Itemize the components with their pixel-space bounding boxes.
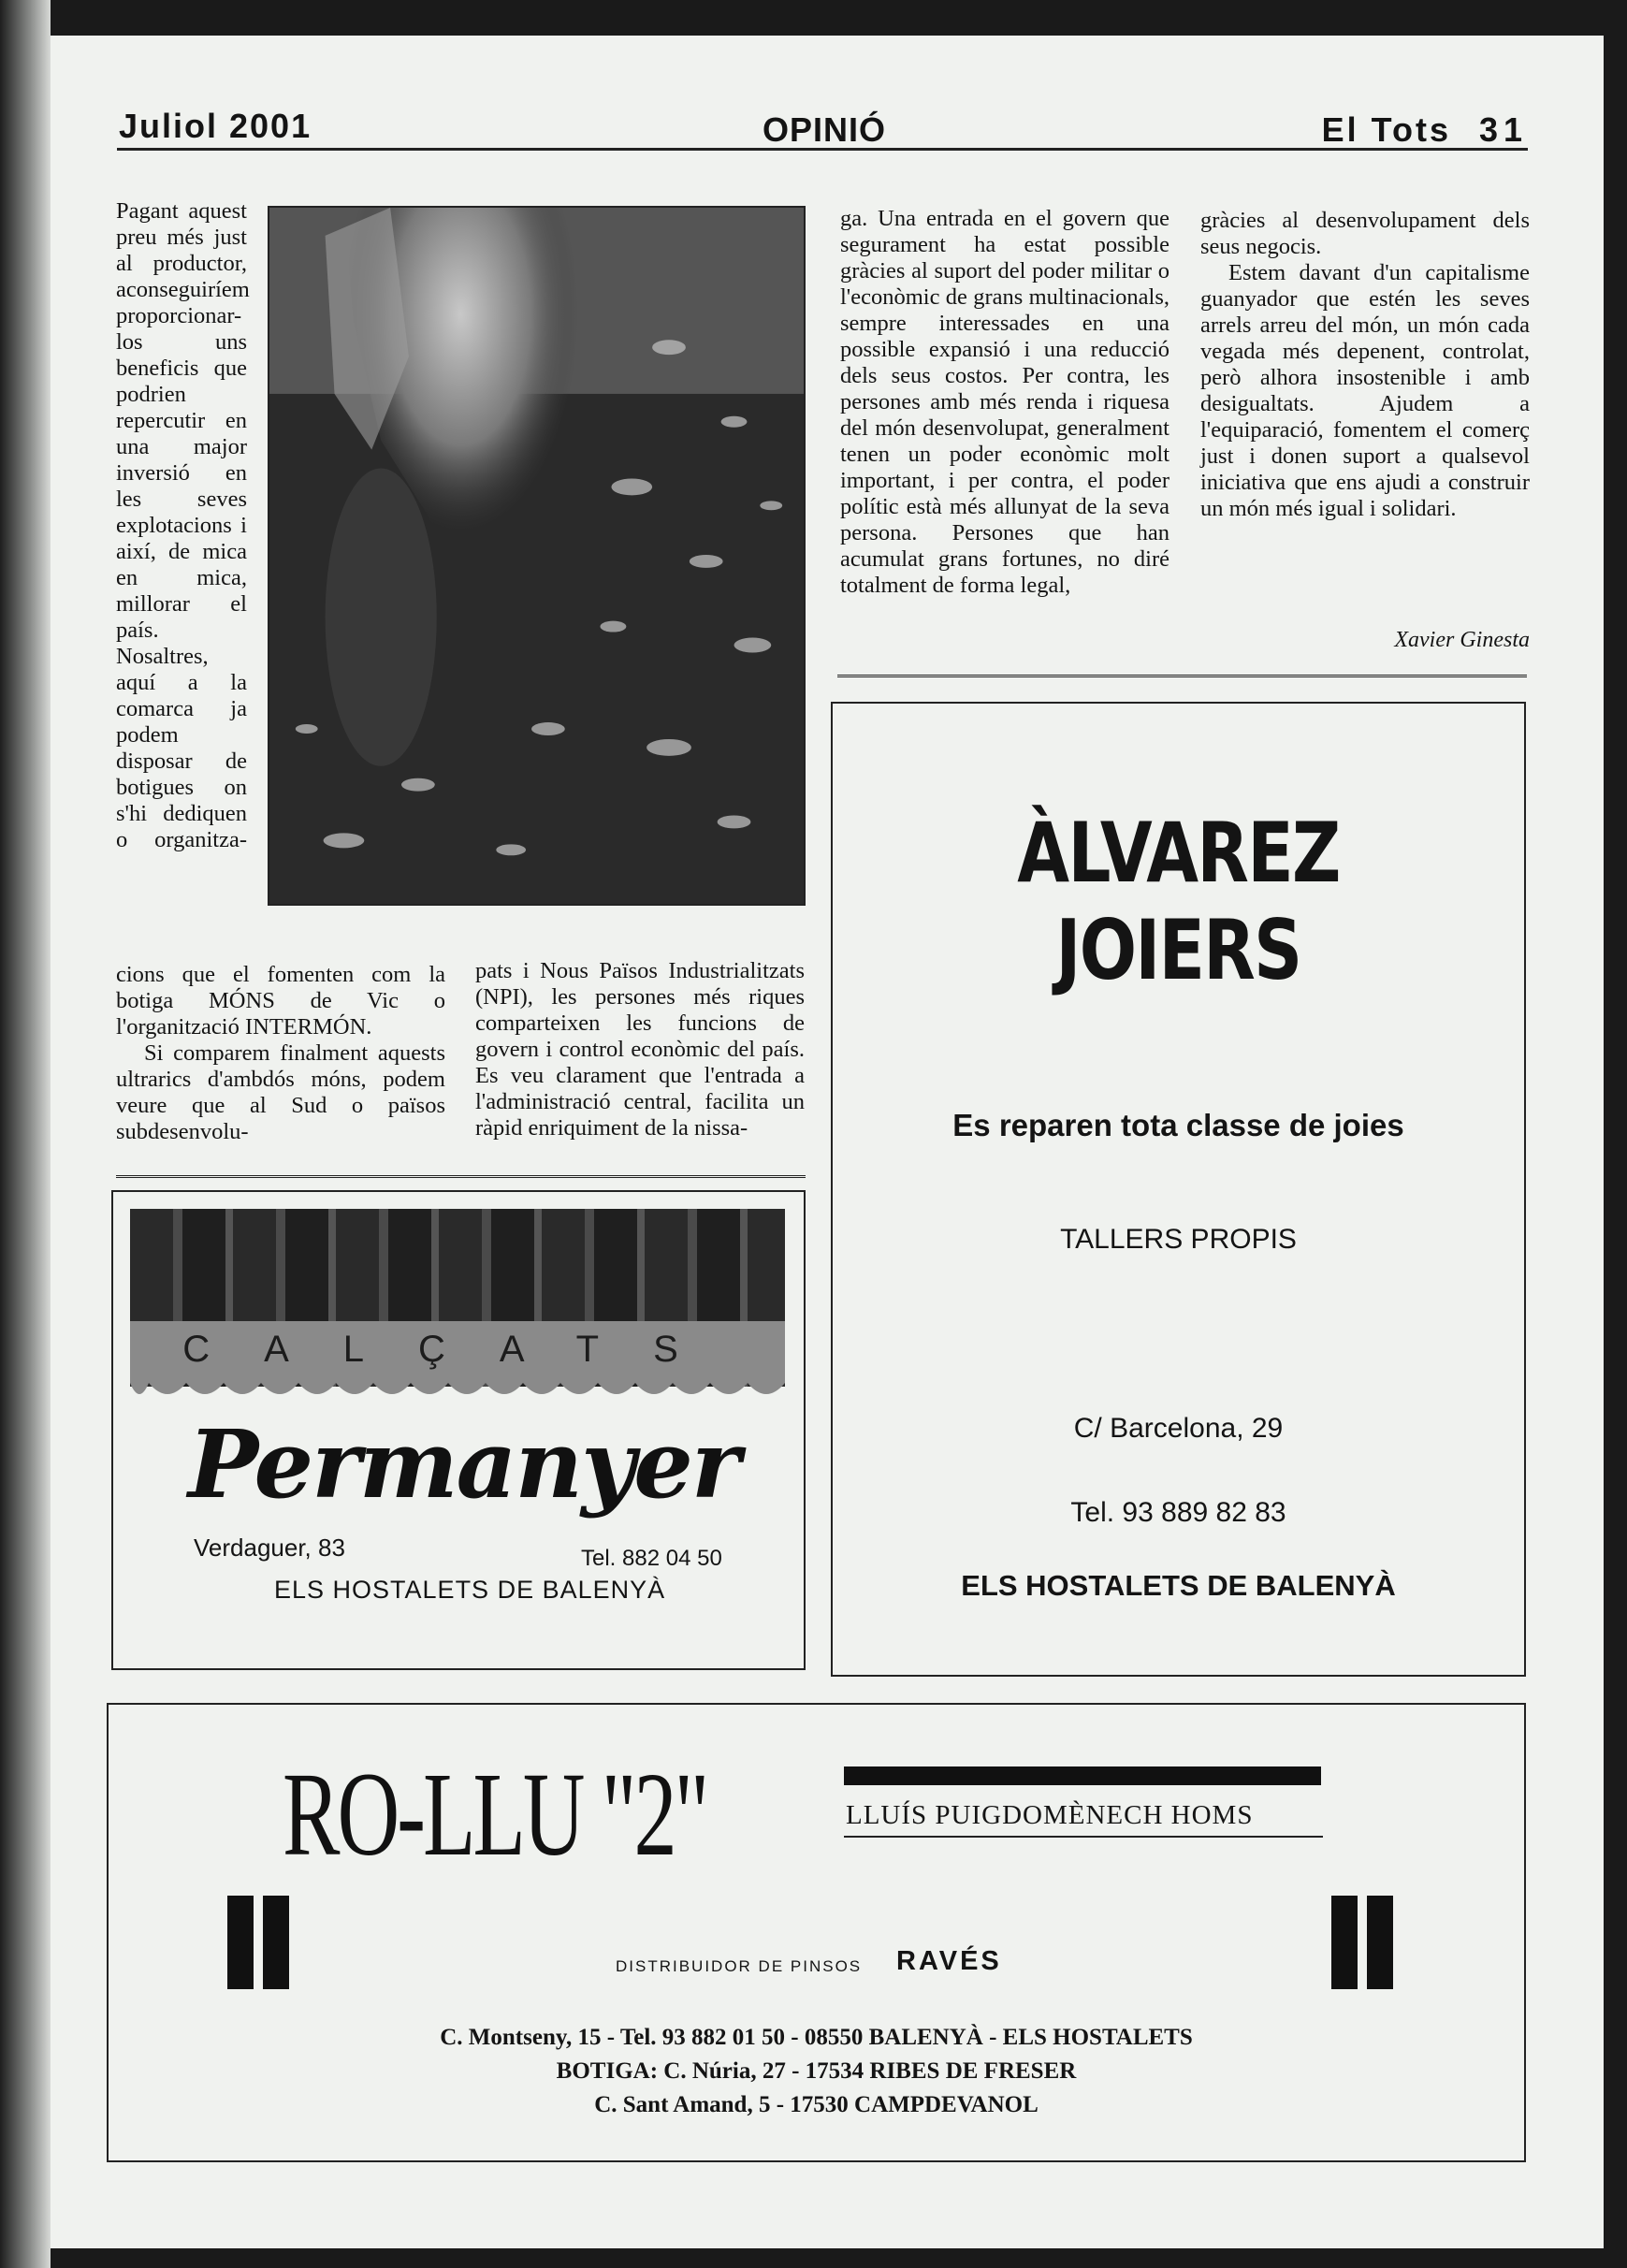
photo-farmer-field [269,208,804,904]
ad-permanyer [111,1190,806,1670]
awning-text [130,1321,785,1377]
article-author: Xavier Ginesta [1394,628,1530,652]
decorative-pillar [227,1896,254,1989]
awning-scallop [130,1375,785,1405]
article-paragraph: gràcies al desenvolupament dels seus negocis. [1200,208,1530,259]
owner-underline [844,1836,1323,1838]
ad-feed-brand: RAVÉS [896,1946,1002,1976]
page-number: 31 [1478,110,1528,149]
ad-owner: LLUÍS PUIGDOMÈNECH HOMS [846,1800,1254,1830]
article-column-right-1 [840,206,1169,599]
article-column-bottom-middle [475,958,805,1141]
ad-address: C/ Barcelona, 29 [1073,1413,1284,1444]
ad-alvarez-joiers [831,702,1526,1677]
article-paragraph: Estem davant d'un capitalisme guanyador que estén les seves arrels arreu del món, un món cada vegada més depenent, controlat, però alhora insostenible i amb desigualtats. Ajudem a l'equiparació, fomentem el comerç just i donen suport a qualsevol iniciativa que ens ajudi a construir un món més igual i solidari. [1200,260,1530,521]
ad-title-line-1: ÀLVAREZ [1017,805,1340,901]
ad-brand: RO-LLU "2" [283,1748,707,1881]
column-divider-rule [116,1175,806,1178]
ad-address: Verdaguer, 83 [194,1534,345,1562]
article-paragraph: Si comparem finalment aquests ultrarics d'ambdós móns, podem veure que al Sud o països subdesenvolu- [116,1040,445,1144]
ad-title-line-2: JOIERS [1055,902,1301,998]
publication-name: El Tots [1321,110,1451,149]
ad-tagline: Es reparen tota classe de joies [952,1108,1404,1142]
issue-date: Juliol 2001 [119,107,312,145]
article-column-right-2 [1200,208,1530,652]
article-paragraph: cions que el fomenten com la botiga MÓNS de Vic o l'organització INTERMÓN. [116,962,445,1040]
permanyer-logo: Permanyer [188,1409,739,1519]
article-paragraph: pats i Nous Països Industrialitzats (NPI), les persones més riques comparteixen les funcions de govern i control econòmic del país. Es veu clarament que l'entrada a l'administració central, facilita un ràpid enriquiment de la nissa- [475,958,805,1141]
article-column-bottom-left [116,962,445,1145]
ad-address-line: C. Sant Amand, 5 - 17530 CAMPDEVANOL [594,2092,1039,2117]
article-column-narrow [116,198,250,853]
page-fold-shadow [0,0,51,2268]
decorative-pillar [1331,1896,1358,1989]
column-divider-rule [837,675,1527,677]
section-title: OPINIÓ [763,110,887,149]
article-paragraph: Pagant aquest preu més just al productor, aconseguiríem proporcionar-los uns beneficis que podrien repercutir en una major inversió en les seves explotacions i així, de mica en mica, millorar el país. Nosaltres, aquí a la comarca ja podem disposar de botigues on s'hi dediquen o organitza- [116,198,250,852]
ad-address-line: BOTIGA: C. Núria, 27 - 17534 RIBES DE FRESER [556,2058,1077,2084]
article-paragraph: ga. Una entrada en el govern que segurament ha estat possible gràcies al suport del poder militar o l'econòmic de grans multinacionals, sempre interessades en una possible expansió i una reducció dels seus costos. Per contra, les persones amb més renda i riquesa del món desenvolupat, generalment tenen un poder econòmic molt important, i per contra, el poder polític està més allunyat de la seva persona. Persones que han acumulat grans fortunes, no diré totalment de forma legal, [840,206,1169,598]
ad-distributor-label: DISTRIBUIDOR DE PINSOS [616,1957,863,1975]
awning-label: CALÇATS [182,1328,733,1370]
ad-phone: Tel. 93 889 82 83 [1070,1497,1286,1528]
decorative-pillar [1367,1896,1393,1989]
ad-rollu-2 [107,1703,1526,2162]
decorative-bar [844,1766,1321,1785]
ad-town: ELS HOSTALETS DE BALENYÀ [961,1569,1396,1602]
ad-town: ELS HOSTALETS DE BALENYÀ [274,1576,666,1604]
ad-workshops: TALLERS PROPIS [1060,1224,1297,1255]
article-photo [268,206,806,906]
ad-address-line: C. Montseny, 15 - Tel. 93 882 01 50 - 08550 BALENYÀ - ELS HOSTALETS [440,2025,1193,2050]
decorative-pillar [263,1896,289,1989]
page-header [117,101,1528,151]
ad-phone: Tel. 882 04 50 [581,1546,722,1571]
